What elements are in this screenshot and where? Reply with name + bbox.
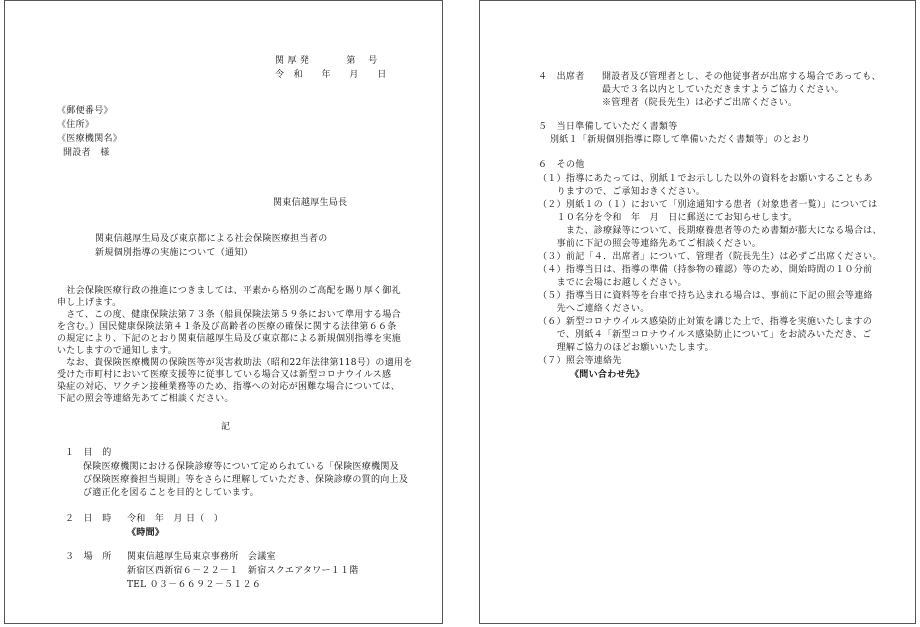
section-1-text: び適正化を図ることを目的としています。: [83, 488, 259, 498]
body-line: 社会保険医療行政の推進につきましては、平素から格別のご高配を賜り厚く御礼: [57, 286, 401, 296]
addressee-founder: 開設者 様: [63, 148, 110, 158]
section-1-text: び保険医療養担当規則」等をさらに理解していただき、保険診療の質的向上及: [83, 475, 409, 485]
section-6-line: （５）指導当日に資料等を台車で持ち込まれる場合は、事前に下記の照会等連絡: [538, 291, 873, 301]
document-number: 関 厚 発 第 号: [275, 56, 378, 66]
body-line: の規定により、下記のとおり関東信越厚生局及び東京都による新規個別指導を実施: [57, 334, 402, 344]
section-2-value: 令和 年 月 日（ ）: [127, 514, 224, 524]
document-page-1: [4, 0, 443, 624]
section-4-label: ４ 出席者: [538, 72, 585, 82]
section-6-line: 先へご連絡ください。: [538, 304, 650, 314]
section-6-line: （７）照会等連絡先: [538, 356, 622, 366]
document-date: 令 和 年 月 日: [275, 70, 387, 80]
body-line: 下記の照会等連絡先あてご相談ください。: [57, 394, 234, 404]
section-6-line: （２）別紙１の（１）において「別途通知する患者（対象患者一覧）」については: [538, 200, 878, 210]
subject-line: 新規個別指導の実施について（通知）: [95, 248, 253, 258]
section-6-label: ６ その他: [538, 160, 585, 170]
section-6-line: １０名分を令和 年 月 日に郵送にてお知らせします。: [538, 213, 798, 223]
section-6-line: で、別紙４「新型コロナウイルス感染防止について」をお読みいただき、ご: [538, 330, 872, 340]
section-6-line: 事前に下記の照会等連絡先あてご相談ください。: [538, 239, 762, 249]
section-3-text: 関東信越厚生局東京事務所 会議室: [127, 552, 276, 562]
section-4-note: ※管理者（院長先生）は必ずご出席ください。: [602, 98, 798, 108]
addressee-postal-code: 《郵便番号》: [57, 106, 113, 116]
section-6-line: 理解ご協力のほどお願いいたします。: [538, 343, 714, 353]
section-2-time: 《時間》: [127, 528, 165, 538]
section-4-text: 開設者及び管理者とし、その他従事者が出席する場合であっても、: [602, 72, 881, 82]
body-line: 受けた市町村において医療支援等に従事している場合又は新型コロナウイルス感: [57, 370, 392, 380]
section-3-text: TEL ０３－６６９２－５１２６: [127, 580, 262, 590]
section-6-line: までに会場にお越しください。: [538, 278, 687, 288]
body-line: いたしますので通知します。: [57, 346, 178, 356]
section-6-line: （１）指導にあたっては、別紙１でお示しした以外の資料をお願いすることもあ: [538, 174, 873, 184]
addressee-institution: 《医療機関名》: [57, 134, 123, 144]
subject-line: 関東信越厚生局及び東京都による社会保険医療担当者の: [95, 234, 328, 244]
section-6-line: （６）新型コロナウイルス感染防止対策を講じた上で、指導を実施いたしますの: [538, 317, 873, 327]
section-4-text: 最大で３名以内としていただきますようご協力ください。: [602, 85, 844, 95]
section-2-label: ２ 日 時: [65, 514, 112, 524]
document-page-2: [479, 0, 916, 624]
section-3-label: ３ 場 所: [65, 552, 112, 562]
section-1-label: １ 目 的: [65, 448, 112, 458]
section-6-line: （４）指導当日は、指導の準備（持参物の確認）等のため、開始時間の１０分前: [538, 265, 873, 275]
section-1-text: 保険医療機関における保険診療等について定められている「保険医療機関及: [83, 462, 400, 472]
body-line: なお、貴保険医療機関の保険医等が災害救助法（昭和22年法律第118号）の適用を: [57, 358, 413, 368]
section-6-line: りますので、ご承知おきください。: [538, 187, 706, 197]
body-line: さて、この度、健康保険法第７３条（船員保険法第５９条において準用する場合: [57, 310, 401, 320]
section-6-line: （３）前記「４．出席者」について、管理者（院長先生）は必ずご出席ください。: [538, 252, 882, 262]
section-5-text: 別紙１「新規個別指導に際して準備いただく書類等」のとおり: [550, 135, 811, 145]
sender: 関東信越厚生局長: [273, 198, 348, 208]
body-line: 染症の対応、ワクチン接種業務等のため、指導への対応が困難な場合については、: [57, 382, 401, 392]
section-3-text: 新宿区西新宿６－２２－１ 新宿スクエアタワー１１階: [127, 566, 359, 576]
body-line: を含む。）国民健康保険法第４１条及び高齢者の医療の確保に関する法律第６６条: [57, 322, 397, 332]
section-5-label: ５ 当日準備していただく書類等: [538, 122, 678, 132]
ki-heading: 記: [221, 422, 231, 432]
body-line: 申し上げます。: [57, 298, 122, 308]
addressee-address: 《住所》: [57, 120, 95, 130]
contact-placeholder: 《問い合わせ先》: [570, 370, 645, 380]
section-6-line: また、診療録等について、長期療養患者等のため書類が膨大になる場合は、: [538, 226, 882, 236]
